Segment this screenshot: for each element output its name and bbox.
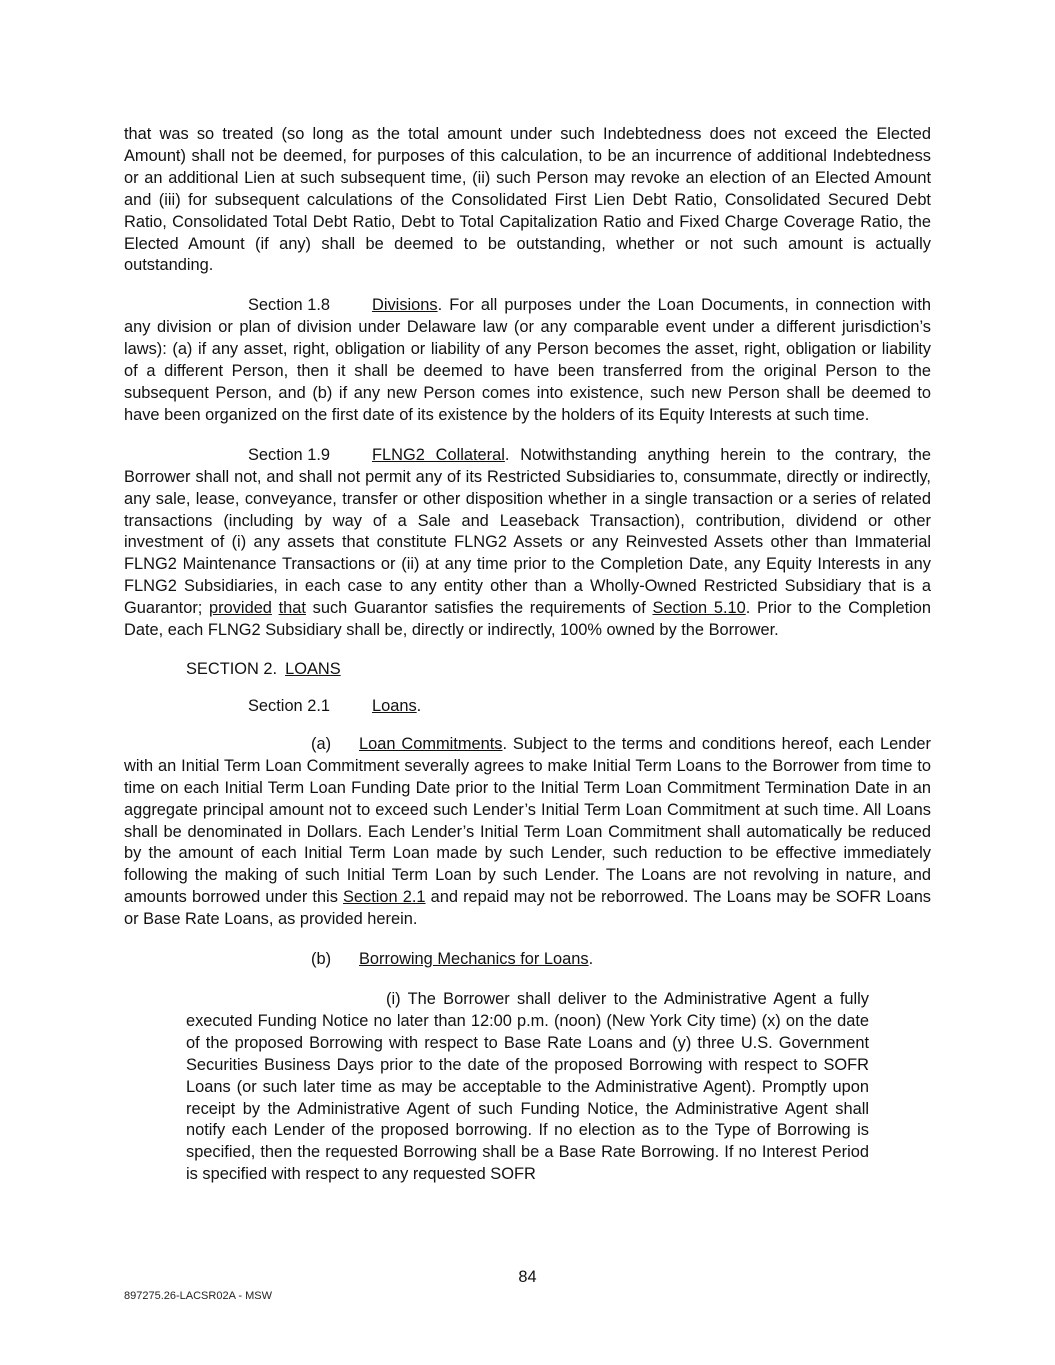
section-1-8-title: Divisions — [372, 296, 438, 315]
subsection-a-title: Loan Commitments — [359, 734, 503, 753]
page-number: 84 — [518, 1268, 537, 1286]
subsection-a-label: (a) — [311, 734, 332, 753]
section-1-9-body-c: . Prior to the Completion Date, each FLNG2 Subsidiary shall be, directly or indirectly, 100% owned by the Borrower. — [124, 599, 932, 640]
subsection-b-i-body: The Borrower shall deliver to the Administrative Agent a fully executed Funding Notice no later than 12:00 p.m. (noon) (New York City time) (x) on the date of the proposed Borrowing with respect to Base Rate Loans and (y) three U.S. Government Securities Business Days prior to the date of the proposed Borrowing with respect to SOFR Loans (or such later time as may be acceptable to the Administrative Agent). Promptly upon receipt by the Administrative Agent of such Funding Notice, the Administrative Agent shall notify each Lender of the proposed borrowing. If no election as to the Type of Borrowing is specified, then the requested Borrowing shall be a Base Rate Borrowing. If no Interest Period is specified with respect to any requested SOFR — [186, 990, 869, 1184]
section-2-heading — [124, 660, 931, 679]
subsection-a-body-b: and repaid may not be reborrowed. The Loans may be SOFR Loans or Base Rate Loans, as provided herein. — [124, 888, 932, 929]
section-5-10-reference: Section 5.10 — [652, 599, 746, 618]
section-2-1-heading — [124, 697, 931, 716]
section-1-8-paragraph — [124, 295, 931, 426]
subsection-a-body-a: . Subject to the terms and conditions hereof, each Lender with an Initial Term Loan Commitment severally agrees to make Initial Term Loans to the Borrower from time to time on each Initial Term Loan Funding Date prior to the Initial Term Loan Commitment Termination Date in an aggregate principal amount not to exceed such Lender’s Initial Term Loan Commitment at such time. All Loans shall be denominated in Dollars. Each Lender’s Initial Term Loan Commitment shall automatically be reduced by the amount of each Initial Term Loan made by such Lender, such reduction to be effective immediately following the making of such Initial Term Loan by such Lender. The Loans are not revolving in nature, and amounts borrowed under this — [124, 734, 932, 907]
document-page — [124, 124, 931, 1186]
section-2-title: LOANS — [285, 659, 341, 678]
that-term: that — [278, 599, 306, 618]
section-1-8-label: Section 1.8 — [248, 296, 331, 315]
subsection-a-paragraph — [124, 734, 931, 931]
subsection-b-i-label: (i) — [386, 990, 401, 1008]
subsection-b-i-paragraph — [186, 989, 869, 1186]
section-1-9-body-a: . Notwithstanding anything herein to the contrary, the Borrower shall not, and shall not permit any of its Restricted Subsidiaries to, consummate, directly or indirectly, any sale, lease, conveyance, transfer or other disposition whether in a single transaction or a series of related transactions (including by way of a Sale and Leaseback Transaction), contribution, dividend or other investment of (i) any assets that constitute FLNG2 Assets or any Reinvested Assets other than Immaterial FLNG2 Maintenance Transactions or (ii) at any time prior to the Completion Date, any Equity Interests in any FLNG2 Subsidiaries, in each case to any entity other than a Wholly-Owned Restricted Subsidiary that is a Guarantor; — [124, 445, 931, 618]
document-id: 897275.26-LACSR02A - MSW — [124, 1290, 272, 1302]
section-2-1-reference: Section 2.1 — [343, 888, 426, 907]
section-1-9-label: Section 1.9 — [248, 445, 331, 464]
section-2-1-label: Section 2.1 — [248, 696, 331, 715]
section-1-9-paragraph — [124, 445, 931, 642]
section-2-label: SECTION 2. — [186, 659, 278, 678]
subsection-b-title: Borrowing Mechanics for Loans — [359, 950, 589, 969]
subsection-b-i-block — [186, 989, 869, 1186]
subsection-b-label: (b) — [311, 950, 332, 969]
subsection-b-dot: . — [588, 950, 594, 969]
provided-term: provided — [209, 599, 272, 618]
intro-paragraph: that was so treated (so long as the total amount under such Indebtedness does not exceed the Elected Amount) shall not be deemed, for purposes of this calculation, to be an incurrence of additional Indebtedness or an additional Lien at such subsequent time, (ii) such Person may revoke an election of an Elected Amount and (iii) for subsequent calculations of the Consolidated First Lien Debt Ratio, Consolidated Secured Debt Ratio, Consolidated Total Debt Ratio, Debt to Total Capitalization Ratio and Fixed Charge Coverage Ratio, the Elected Amount (if any) shall be deemed to be outstanding, whether or not such amount is actually outstanding. — [124, 125, 931, 275]
subsection-b-heading — [124, 949, 931, 971]
section-1-8-body: . For all purposes under the Loan Documents, in connection with any division or plan of division under Delaware law (or any comparable event under a different jurisdiction’s laws): (a) if any asset, right, obligation or liability of any Person becomes the asset, right, obligation or liability of a different Person, then it shall be deemed to have been transferred from the original Person to the subsequent Person, and (b) if any new Person comes into existence, such new Person shall be deemed to have been organized on the first date of its existence by the holders of its Equity Interests at such time. — [124, 296, 931, 424]
section-2-1-title: Loans — [372, 696, 417, 715]
section-1-9-body-b: such Guarantor satisfies the requirements of — [305, 599, 653, 618]
section-2-1-dot: . — [416, 696, 422, 715]
section-1-9-title: FLNG2 Collateral — [372, 445, 505, 464]
